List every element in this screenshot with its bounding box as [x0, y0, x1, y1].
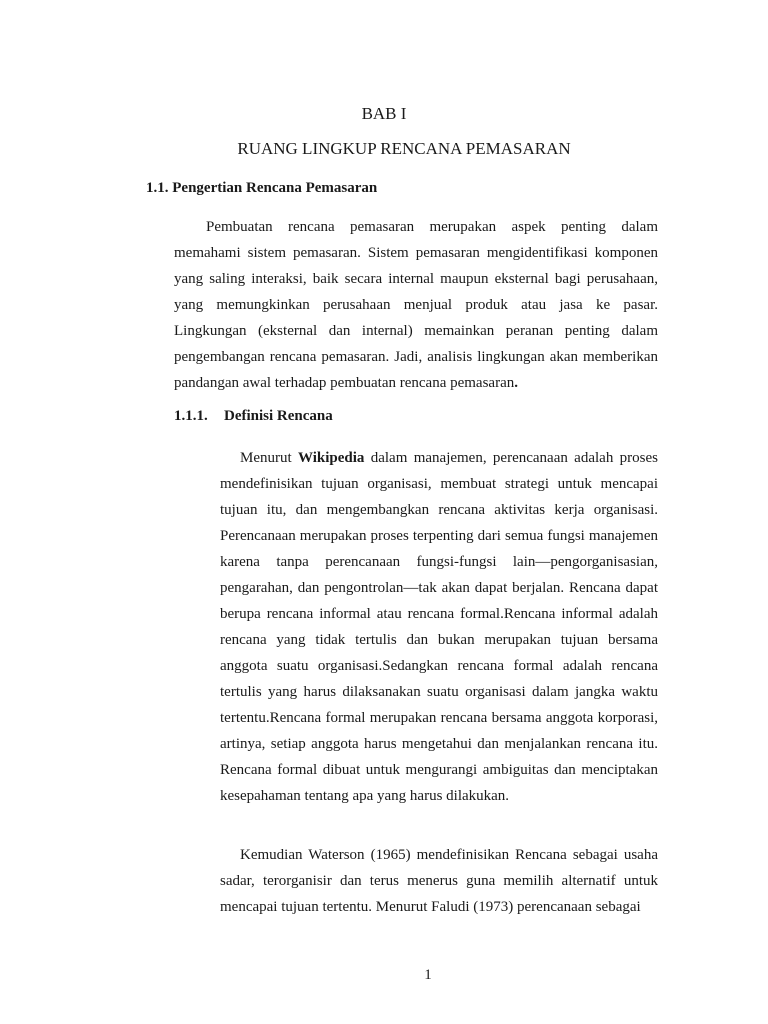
wikipedia-term: Wikipedia: [297, 450, 365, 466]
definition-paragraph: [220, 445, 658, 809]
section-heading: 1.1. Pengertian Rencana Pemasaran: [146, 180, 378, 196]
subsection-number: 1.1.1.: [174, 408, 208, 424]
section-paragraph: [174, 214, 658, 396]
page-number: 1: [424, 967, 432, 983]
subsection-title: Definisi Rencana: [224, 408, 333, 424]
chapter-label: BAB I: [361, 104, 407, 123]
section-paragraph-text: Pembuatan rencana pemasaran merupakan aspek penting dalam memahami sistem pemasaran. Sistem pemasaran mengidentifikasi komponen yang saling interaksi, baik secara internal maupun eksternal bagi perusahaan, yang memungkinkan perusahaan menjual produk atau jasa ke pasar. Lingkungan (eksternal dan internal) memainkan peranan penting dalam pengembangan rencana pemasaran. Jadi, analisis lingkungan akan memberikan pandangan awal terhadap pembuatan rencana pemasaran: [174, 219, 658, 391]
chapter-title: RUANG LINGKUP RENCANA PEMASARAN: [237, 139, 571, 158]
waterson-paragraph: Kemudian Waterson (1965) mendefinisikan Rencana sebagai usaha sadar, terorganisir dan terus menerus guna memilih alternatif untuk mencapai tujuan tertentu. Menurut Faludi (1973) perencanaan sebagai: [220, 847, 658, 915]
definition-text: dalam manajemen, perencanaan adalah proses mendefinisikan tujuan organisasi, membuat strategi untuk mencapai tujuan itu, dan mengembangkan rencana aktivitas kerja organisasi. Perencanaan merupakan proses terpenting dari semua fungsi manajemen karena tanpa perencanaan fungsi-fungsi lain—pengorganisasian, pengarahan, dan pengontrolan—tak akan dapat berjalan. Rencana dapat berupa rencana informal atau rencana formal.Rencana informal adalah rencana yang tidak tertulis dan bukan merupakan tujuan bersama anggota suatu organisasi.Sedangkan rencana formal adalah rencana tertulis yang harus dilaksanakan suatu organisasi dalam jangka waktu tertentu.Rencana formal merupakan rencana bersama anggota korporasi, artinya, setiap anggota harus mengetahui dan menjalankan rencana itu. Rencana formal dibuat untuk mengurangi ambiguitas dan menciptakan kesepahaman tentang apa yang harus dilakukan.: [220, 450, 658, 804]
section-paragraph-end: .: [514, 375, 518, 391]
subsection-heading: [174, 408, 333, 425]
definition-prefix: Menurut: [240, 450, 298, 466]
